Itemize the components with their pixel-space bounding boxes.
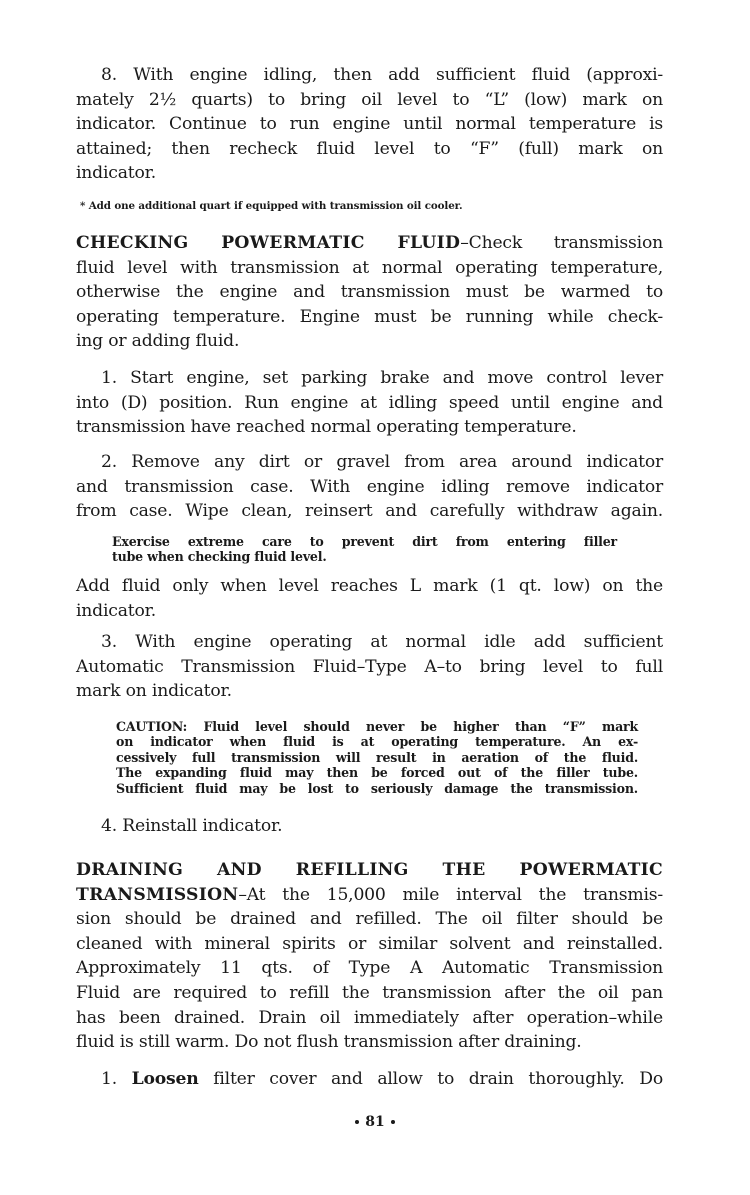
bullet-icon bbox=[355, 1120, 359, 1124]
heading-continuation: –Check transmission bbox=[460, 233, 663, 253]
note-line: CAUTION: Fluid level should never be higher than “F” mark bbox=[116, 719, 638, 734]
section-heading: CHECKING POWERMATIC FLUID bbox=[76, 233, 461, 253]
checking-step-3 bbox=[76, 630, 663, 704]
page-number bbox=[0, 1114, 750, 1130]
text-line: transmission have reached normal operating temperature. bbox=[76, 417, 577, 438]
note-line: tube when checking fluid level. bbox=[112, 549, 327, 565]
step-number: 1. bbox=[101, 1069, 132, 1089]
text-line: Fluid are required to refill the transmission after the oil pan bbox=[76, 982, 663, 1003]
page-number-value: 81 bbox=[365, 1114, 385, 1130]
text-line: attained; then recheck fluid level to “F” (full) mark on bbox=[76, 138, 663, 159]
text-line: mately 2½ quarts) to bring oil level to “L” (low) mark on bbox=[76, 89, 663, 110]
text-line bbox=[76, 231, 663, 256]
note-line: The expanding fluid may then be forced out of the filler tube. bbox=[116, 765, 638, 781]
checking-fluid-paragraph bbox=[76, 231, 663, 354]
text-line: operating temperature. Engine must be running while check- bbox=[76, 306, 663, 327]
text-line: fluid level with transmission at normal operating temperature, bbox=[76, 257, 663, 278]
text-line: 3. With engine operating at normal idle add sufficient bbox=[101, 632, 663, 652]
text-line: fluid is still warm. Do not flush transmission after draining. bbox=[76, 1032, 582, 1053]
checking-step-4 bbox=[76, 814, 663, 839]
section-heading-continued: TRANSMISSION bbox=[76, 884, 239, 905]
text-line: 1. Start engine, set parking brake and move control lever bbox=[101, 368, 663, 388]
text-line: ing or adding fluid. bbox=[76, 331, 240, 352]
step-8-paragraph bbox=[76, 63, 663, 186]
text-line: 8. With engine idling, then add sufficient fluid (approxi- bbox=[101, 65, 663, 85]
bold-keyword: Loosen bbox=[131, 1069, 199, 1089]
text-line: Approximately 11 qts. of Type A Automatic Transmission bbox=[76, 958, 663, 979]
checking-step-2 bbox=[76, 450, 663, 524]
dirt-warning-note bbox=[112, 534, 617, 565]
bullet-icon bbox=[391, 1120, 395, 1124]
note-line: on indicator when fluid is at operating temperature. An ex- bbox=[116, 734, 638, 750]
text-line: from case. Wipe clean, reinsert and carefully withdraw again. bbox=[76, 501, 663, 522]
draining-paragraph bbox=[76, 858, 663, 1055]
note-line: Exercise extreme care to prevent dirt from entering filler bbox=[112, 534, 617, 549]
checking-step-1 bbox=[76, 366, 663, 440]
text-line: 4. Reinstall indicator. bbox=[101, 816, 283, 836]
text-line: sion should be drained and refilled. The oil filter should be bbox=[76, 909, 663, 930]
note-line: cessively full transmission will result in aeration of the fluid. bbox=[116, 749, 638, 765]
text-line: and transmission case. With engine idling remove indicator bbox=[76, 476, 663, 497]
step-text: filter cover and allow to drain thoroughly. Do bbox=[198, 1069, 663, 1089]
text-line: indicator. bbox=[76, 163, 156, 184]
text-line bbox=[76, 883, 663, 908]
text-line: indicator. Continue to run engine until normal temperature is bbox=[76, 114, 663, 135]
heading-continuation: –At the 15,000 mile interval the transmis- bbox=[238, 884, 663, 905]
text-line: mark on indicator. bbox=[76, 681, 232, 702]
caution-note bbox=[116, 719, 638, 796]
text-line: Add fluid only when level reaches L mark (1 qt. low) on the bbox=[76, 576, 663, 596]
oil-cooler-footnote: * Add one additional quart if equipped with transmission oil cooler. bbox=[80, 200, 463, 212]
text-line: cleaned with mineral spirits or similar solvent and reinstalled. bbox=[76, 933, 663, 954]
draining-step-1 bbox=[76, 1067, 663, 1092]
text-line: indicator. bbox=[76, 600, 156, 621]
add-fluid-paragraph bbox=[76, 574, 663, 623]
text-line: into (D) position. Run engine at idling speed until engine and bbox=[76, 392, 663, 413]
text-line: has been drained. Drain oil immediately after operation–while bbox=[76, 1007, 663, 1028]
text-line: Automatic Transmission Fluid–Type A–to bring level to full bbox=[76, 656, 663, 677]
note-line: Sufficient fluid may be lost to seriously damage the transmission. bbox=[116, 780, 638, 796]
section-heading: DRAINING AND REFILLING THE POWERMATIC bbox=[76, 860, 663, 880]
text-line: 2. Remove any dirt or gravel from area around indicator bbox=[101, 452, 663, 472]
text-line bbox=[76, 1067, 663, 1092]
text-line: otherwise the engine and transmission must be warmed to bbox=[76, 282, 663, 303]
